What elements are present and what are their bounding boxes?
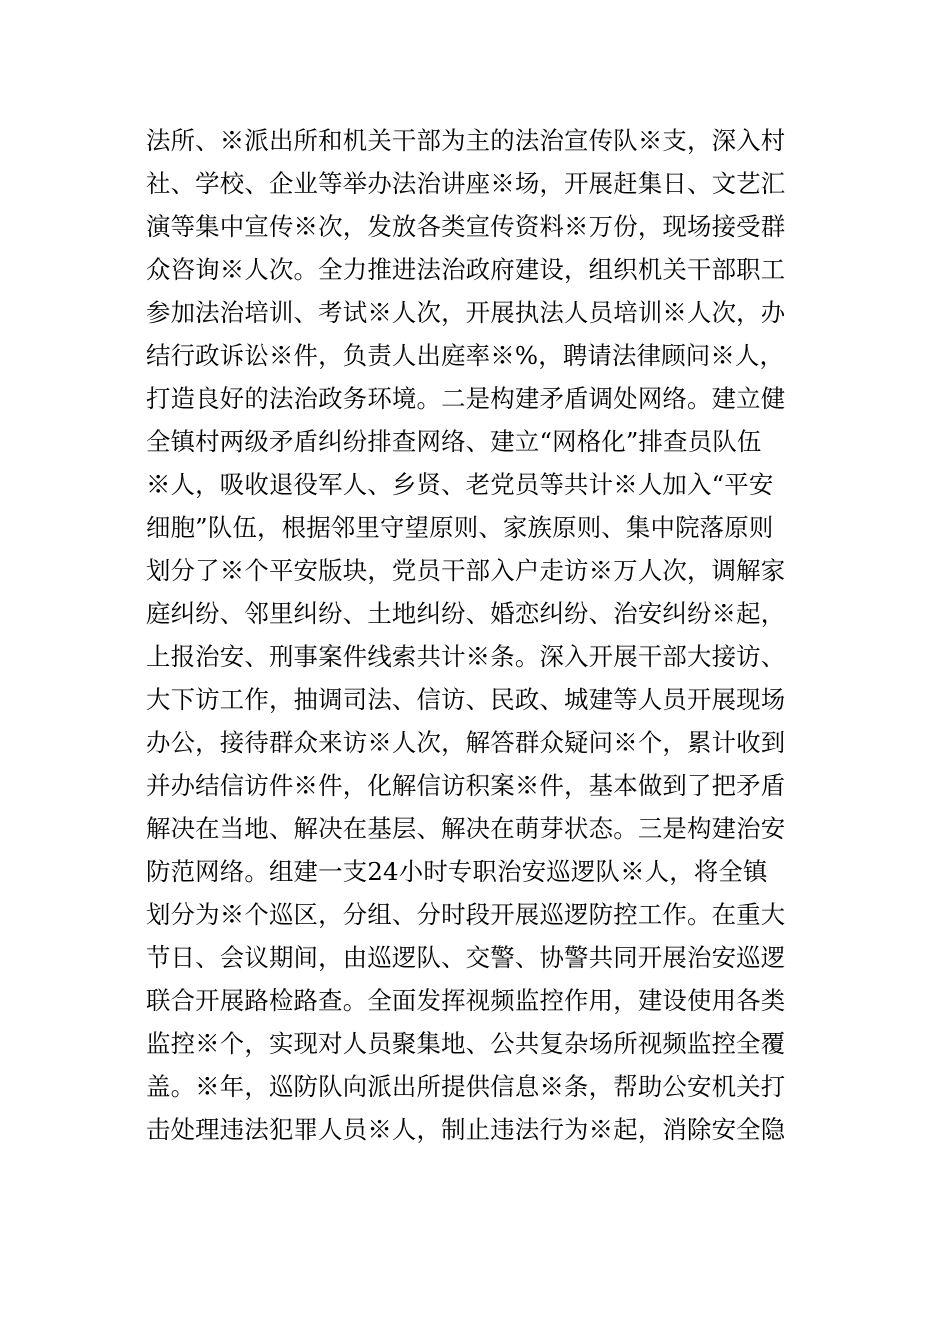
text-line: 并办结信访件※件，化解信访积案※件，基本做到了把矛盾 <box>146 771 786 800</box>
text-line: 联合开展路检路查。全面发挥视频监控作用，建设使用各类 <box>146 986 786 1015</box>
body-text <box>146 119 816 1151</box>
text-line: 办公，接待群众来访※人次，解答群众疑问※个，累计收到 <box>146 728 786 757</box>
text-line: 节日、会议期间，由巡逻队、交警、协警共同开展治安巡逻 <box>146 943 786 972</box>
text-line: 众咨询※人次。全力推进法治政府建设，组织机关干部职工 <box>146 255 786 284</box>
text-line: 参加法治培训、考试※人次，开展执法人员培训※人次，办 <box>146 298 786 327</box>
text-line: 全镇村两级矛盾纠纷排查网络、建立“网格化”排查员队伍 <box>146 427 762 456</box>
text-line: 划分为※个巡区，分组、分时段开展巡逻防控工作。在重大 <box>146 900 786 929</box>
text-line: 上报治安、刑事案件线索共计※条。深入开展干部大接访、 <box>146 642 786 671</box>
text-line: 社、学校、企业等举办法治讲座※场，开展赶集日、文艺汇 <box>146 169 786 198</box>
text-line: 结行政诉讼※件，负责人出庭率※%，聘请法律顾问※人， <box>146 341 785 370</box>
text-line: 解决在当地、解决在基层、解决在萌芽状态。三是构建治安 <box>146 814 786 843</box>
text-line: 击处理违法犯罪人员※人，制止违法行为※起，消除安全隐 <box>146 1115 786 1144</box>
text-line: 打造良好的法治政务环境。二是构建矛盾调处网络。建立健 <box>146 384 786 413</box>
text-line: 盖。※年，巡防队向派出所提供信息※条，帮助公安机关打 <box>146 1072 786 1101</box>
text-line: 划分了※个平安版块，党员干部入户走访※万人次，调解家 <box>146 556 786 585</box>
text-line: 法所、※派出所和机关干部为主的法治宣传队※支，深入村 <box>146 126 786 155</box>
text-line: 监控※个，实现对人员聚集地、公共复杂场所视频监控全覆 <box>146 1029 786 1058</box>
text-line: 大下访工作，抽调司法、信访、民政、城建等人员开展现场 <box>146 685 786 714</box>
text-line: 演等集中宣传※次，发放各类宣传资料※万份，现场接受群 <box>146 212 786 241</box>
text-line: 庭纠纷、邻里纠纷、土地纠纷、婚恋纠纷、治安纠纷※起， <box>146 599 786 628</box>
text-line: 细胞”队伍，根据邻里守望原则、家族原则、集中院落原则 <box>146 513 774 542</box>
text-line: ※人，吸收退役军人、乡贤、老党员等共计※人加入“平安 <box>146 470 774 499</box>
text-line: 防范网络。组建一支24小时专职治安巡逻队※人，将全镇 <box>146 857 768 886</box>
